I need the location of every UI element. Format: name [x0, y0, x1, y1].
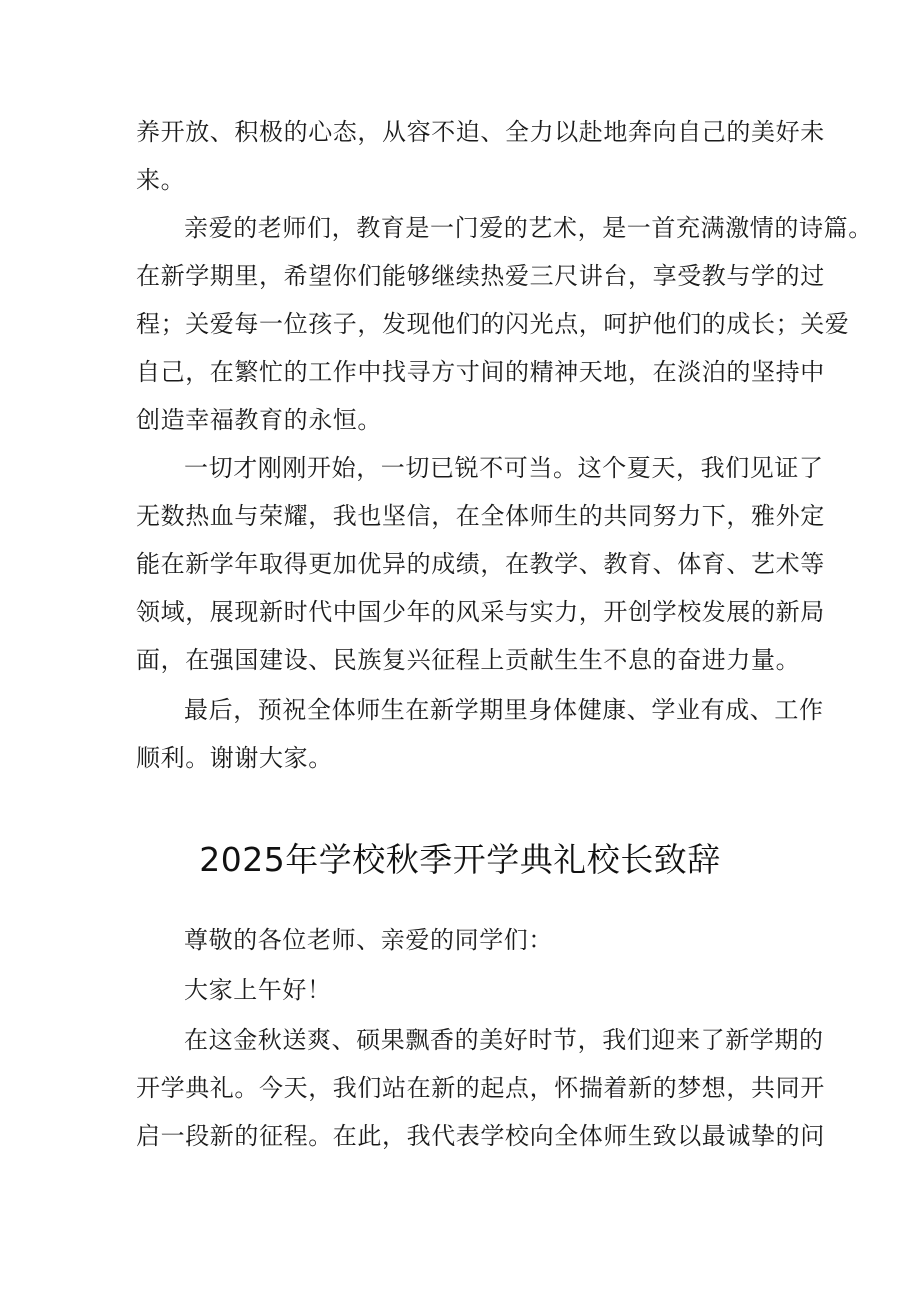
paragraph-5-line-1: 在这金秋送爽、硕果飘香的美好时节，我们迎来了新学期的	[184, 1026, 824, 1054]
paragraph-4-line-2: 顺利。谢谢大家。	[136, 744, 333, 772]
paragraph-3-line-4: 领域，展现新时代中国少年的风采与实力，开创学校发展的新局	[136, 598, 825, 626]
paragraph-3-line-5: 面，在强国建设、民族复兴征程上贡献生生不息的奋进力量。	[136, 646, 801, 674]
paragraph-5-line-3: 启一段新的征程。在此，我代表学校向全体师生致以最诚挚的问	[136, 1122, 825, 1150]
paragraph-4-line-1: 最后，预祝全体师生在新学期里身体健康、学业有成、工作	[184, 696, 824, 724]
paragraph-3-line-1: 一切才刚刚开始，一切已锐不可当。这个夏天，我们见证了	[184, 454, 824, 482]
paragraph-2-line-3: 程；关爱每一位孩子，发现他们的闪光点，呵护他们的成长；关爱	[136, 310, 850, 338]
paragraph-2-line-5: 创造幸福教育的永恒。	[136, 406, 382, 434]
paragraph-3-line-2: 无数热血与荣耀，我也坚信，在全体师生的共同努力下，雅外定	[136, 502, 825, 530]
paragraph-2-line-2: 在新学期里，希望你们能够继续热爱三尺讲台，享受教与学的过	[136, 262, 825, 290]
greeting: 大家上午好！	[184, 976, 332, 1004]
salutation: 尊敬的各位老师、亲爱的同学们：	[184, 926, 553, 954]
paragraph-1-line-1: 养开放、积极的心态，从容不迫、全力以赴地奔向自己的美好未	[136, 118, 825, 146]
document-title: 2025年学校秋季开学典礼校长致辞	[199, 840, 721, 879]
paragraph-5-line-2: 开学典礼。今天，我们站在新的起点，怀揣着新的梦想，共同开	[136, 1074, 825, 1102]
paragraph-1-line-2: 来。	[136, 166, 186, 194]
paragraph-2-line-4: 自己，在繁忙的工作中找寻方寸间的精神天地，在淡泊的坚持中	[136, 358, 825, 386]
paragraph-3-line-3: 能在新学年取得更加优异的成绩，在教学、教育、体育、艺术等	[136, 550, 825, 578]
paragraph-2-line-1: 亲爱的老师们，教育是一门爱的艺术，是一首充满激情的诗篇。	[184, 214, 873, 242]
